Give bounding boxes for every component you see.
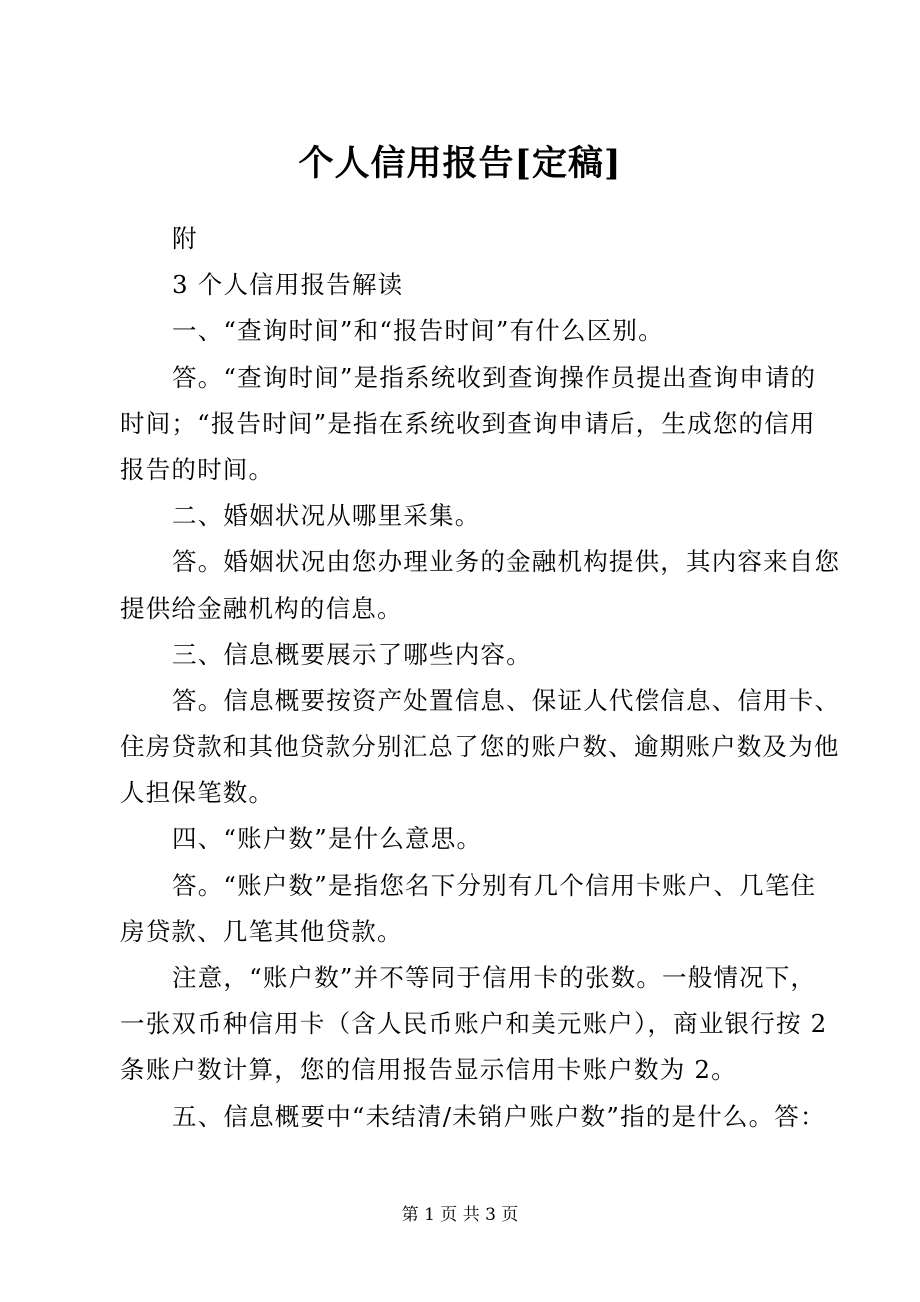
text-line: 答。信息概要按资产处置信息、保证人代偿信息、信用卡、 [172, 685, 841, 715]
text-line: 三、信息概要展示了哪些内容。 [172, 639, 532, 669]
text-line: 3 个人信用报告解读 [172, 270, 404, 300]
document-body [120, 216, 841, 1140]
text-line: 报告的时间。 [120, 454, 275, 484]
text-line: 四、“账户数”是什么意思。 [172, 824, 483, 854]
text-line: 注意，“账户数”并不等同于信用卡的张数。一般情况下， [172, 963, 817, 992]
text-line: 一张双币种信用卡（含人民币账户和美元账户），商业银行按 2 [120, 1009, 828, 1039]
text-line: 五、信息概要中“未结清/未销户账户数”指的是什么。答： [172, 1101, 826, 1131]
text-line: 房贷款、几笔其他贷款。 [120, 916, 403, 946]
text-line: 一、“查询时间”和“报告时间”有什么区别。 [172, 316, 664, 346]
text-line: 附 [172, 224, 198, 253]
text-line: 时间；“报告时间”是指在系统收到查询申请后，生成您的信用 [120, 408, 816, 438]
text-line: 人担保笔数。 [120, 778, 275, 808]
text-line: 答。“账户数”是指您名下分别有几个信用卡账户、几笔住 [172, 870, 817, 900]
text-line: 提供给金融机构的信息。 [120, 593, 403, 623]
text-line: 答。“查询时间”是指系统收到查询操作员提出查询申请的 [172, 362, 817, 392]
text-line: 二、婚姻状况从哪里采集。 [172, 501, 481, 531]
page-footer: 第 1 页 共 3 页 [401, 1205, 519, 1225]
document-title: 个人信用报告[定稿] [298, 143, 622, 184]
text-line: 答。婚姻状况由您办理业务的金融机构提供，其内容来自您 [172, 547, 841, 577]
text-line: 住房贷款和其他贷款分别汇总了您的账户数、逾期账户数及为他 [120, 732, 840, 762]
text-line: 条账户数计算，您的信用报告显示信用卡账户数为 2。 [120, 1055, 737, 1085]
